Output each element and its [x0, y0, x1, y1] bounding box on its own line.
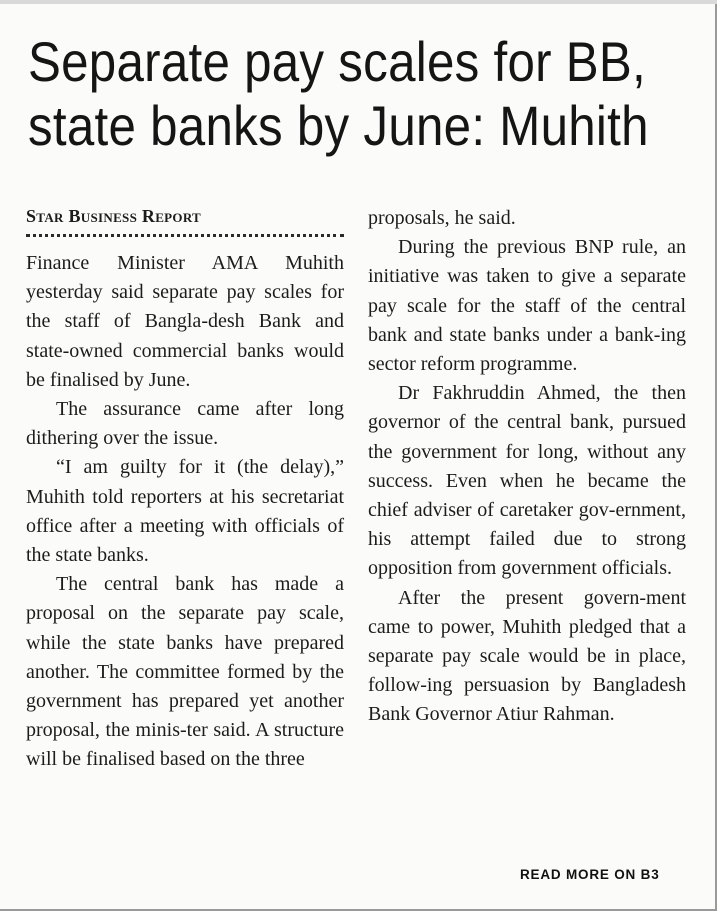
article-paragraph: Dr Fakhruddin Ahmed, the then governor of the central bank, pursued the government for long, without any success. Even when he became the chief adviser of caretaker gov-ernment, his attempt failed due to strong opposition from government officials. [368, 382, 686, 580]
article-paragraph: The assurance came after long dithering over the issue. [26, 398, 344, 450]
byline: Star Business Report [26, 206, 202, 226]
article-column-left [26, 204, 344, 775]
headline-line-2: state banks by June: Muhith [28, 94, 649, 157]
top-rule [0, 0, 717, 4]
read-more-link[interactable]: READ MORE ON B3 [520, 867, 660, 882]
article-column-right [368, 204, 686, 730]
headline [28, 30, 649, 158]
headline-line-1: Separate pay scales for BB, [28, 30, 646, 93]
article-paragraph: After the present govern-ment came to power, Muhith pledged that a separate pay scale would be in place, follow-ing persuasion by Bangladesh Bank Governor Atiur Rahman. [368, 586, 686, 726]
article-paragraph: During the previous BNP rule, an initiative was taken to give a separate pay scale for the staff of the central bank and state banks under a bank-ing sector reform programme. [368, 236, 686, 376]
article-paragraph: “I am guilty for it (the delay),” Muhith told reporters at his secretariat office after a meeting with officials of the state banks. [26, 456, 344, 567]
article-paragraph: proposals, he said. [368, 207, 516, 229]
dotted-divider [26, 234, 344, 237]
article-paragraph: Finance Minister AMA Muhith yesterday said separate pay scales for the staff of Bangla-desh Bank and state-owned commercial banks would be finalised by June. [26, 252, 344, 391]
article-paragraph: The central bank has made a proposal on the separate pay scale, while the state banks have prepared another. The committee formed by the government has prepared yet another proposal, the minis-ter said. A structure will be finalised based on the three [26, 573, 344, 771]
